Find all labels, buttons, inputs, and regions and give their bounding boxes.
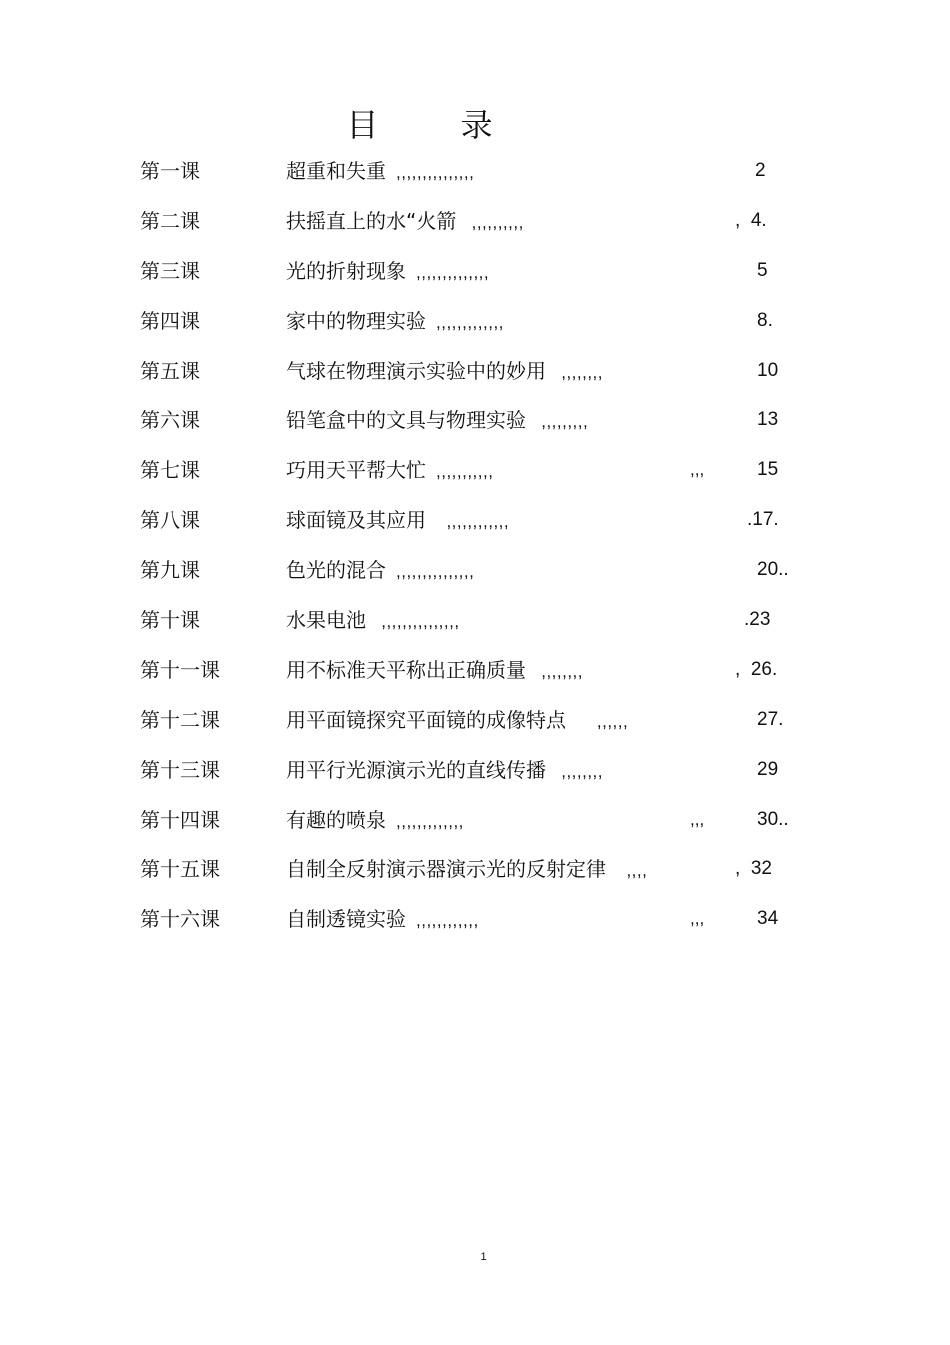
lesson-number: 第九课: [140, 558, 200, 583]
leader-dots: ,,,,,,,,,,,: [436, 462, 494, 482]
toc-row[interactable]: [0, 399, 950, 449]
lesson-topic: [286, 300, 504, 344]
toc-row[interactable]: [0, 499, 950, 549]
lesson-topic: [286, 200, 524, 244]
lesson-topic: [286, 649, 583, 693]
leader-dots: ,,,,,,,,,,: [466, 212, 524, 232]
page-number: 27.: [757, 708, 784, 730]
topic-text: 用平面镜探究平面镜的成像特点: [286, 707, 566, 732]
lesson-number: 第五课: [140, 358, 200, 383]
page-number: , 32: [735, 858, 772, 880]
leader-dots: ,,,,,,,,,,,,: [416, 911, 479, 931]
topic-text: 球面镜及其应用: [286, 508, 426, 533]
lesson-topic: [286, 250, 489, 294]
topic-text: 铅笔盒中的文具与物理实验: [286, 408, 526, 433]
toc-row[interactable]: [0, 300, 950, 350]
lesson-number: 第十课: [140, 608, 200, 633]
page-number: 29: [757, 758, 779, 780]
toc-row[interactable]: [0, 200, 950, 250]
page-number: .17.: [747, 509, 779, 531]
lesson-topic: [286, 699, 628, 743]
lesson-number: 第三课: [140, 258, 200, 283]
toc-row[interactable]: [0, 350, 950, 400]
page-number: 5: [757, 259, 768, 281]
topic-text: 水果电池: [286, 608, 366, 633]
lesson-number: 第一课: [140, 159, 200, 183]
toc-row[interactable]: [0, 749, 950, 799]
lesson-topic: [286, 848, 647, 892]
leader-dots: ,,,,,,,,: [536, 661, 584, 681]
page-number: 13: [757, 409, 779, 431]
lesson-number: 第二课: [140, 208, 200, 233]
lesson-number: 第四课: [140, 308, 200, 333]
page-number: , 4.: [735, 209, 767, 231]
lesson-number: 第十一课: [140, 657, 220, 682]
page-number: 20..: [757, 559, 789, 581]
lesson-topic: [286, 898, 479, 942]
toc-row[interactable]: [0, 699, 950, 749]
toc-row[interactable]: [0, 848, 950, 898]
leader-dots: ,,,,,,,,: [556, 362, 604, 382]
topic-text: 自制透镜实验: [286, 907, 406, 932]
lesson-topic: [286, 799, 464, 843]
leader-dots: ,,,,,,,,,,,,,,: [416, 262, 490, 282]
toc-row[interactable]: [0, 150, 950, 200]
topic-text: 自制全反射演示器演示光的反射定律: [286, 857, 606, 882]
lesson-topic: [286, 749, 603, 793]
leader-mid: ,,,: [690, 809, 705, 829]
leader-mid: ,,,: [690, 460, 705, 480]
topic-text: 色光的混合: [286, 558, 386, 583]
lesson-topic: [286, 599, 460, 643]
topic-text: 光的折射现象: [286, 258, 406, 283]
leader-dots: ,,,,,,,,,,,,,: [396, 811, 464, 831]
page-number: , 26.: [735, 658, 778, 680]
leader-dots: ,,,,,,,,,,,,,,,: [376, 612, 460, 632]
lesson-number: 第十六课: [140, 907, 220, 932]
page-number: .23: [744, 609, 771, 631]
lesson-topic: [286, 150, 474, 194]
leader-dots: ,,,,: [616, 861, 648, 881]
lesson-topic: [286, 350, 603, 394]
page-number: 8.: [757, 309, 773, 331]
lesson-topic: [286, 449, 493, 493]
topic-text: 超重和失重: [286, 159, 386, 183]
page-number: 34: [757, 908, 779, 930]
topic-text: 家中的物理实验: [286, 308, 426, 333]
leader-dots: ,,,,,,,,: [556, 761, 604, 781]
lesson-number: 第十二课: [140, 707, 220, 732]
toc-title: 目 录: [346, 106, 529, 144]
topic-text: 气球在物理演示实验中的妙用: [286, 358, 546, 383]
toc-row[interactable]: [0, 649, 950, 699]
page-number: 10: [757, 359, 779, 381]
page-number: 15: [757, 459, 779, 481]
lesson-topic: [286, 499, 509, 543]
page-footer-number: 1: [480, 1251, 487, 1263]
topic-text: 有趣的喷泉: [286, 807, 386, 832]
toc-row[interactable]: [0, 250, 950, 300]
lesson-number: 第七课: [140, 458, 200, 483]
lesson-topic: [286, 549, 474, 593]
leader-dots: ,,,,,,,,,,,,,,,: [396, 562, 475, 582]
toc-row[interactable]: [0, 449, 950, 499]
lesson-number: 第八课: [140, 508, 200, 533]
topic-text: 用不标准天平称出正确质量: [286, 657, 526, 682]
leader-dots: ,,,,,,: [576, 711, 629, 731]
topic-text: 扶摇直上的水“火箭: [286, 208, 457, 233]
lesson-topic: [286, 399, 588, 443]
toc-row[interactable]: [0, 549, 950, 599]
lesson-number: 第十五课: [140, 857, 220, 882]
lesson-number: 第六课: [140, 408, 200, 433]
page-number: 2: [755, 160, 766, 181]
leader-dots: ,,,,,,,,,,,,: [436, 512, 510, 532]
leader-mid: ,,,: [690, 909, 705, 929]
leader-dots: ,,,,,,,,,,,,,: [436, 312, 504, 332]
leader-dots: ,,,,,,,,,,,,,,,: [396, 163, 475, 182]
lesson-number: 第十三课: [140, 757, 220, 782]
leader-dots: ,,,,,,,,,: [536, 412, 589, 432]
topic-text: 用平行光源演示光的直线传播: [286, 757, 546, 782]
topic-text: 巧用天平帮大忙: [286, 458, 426, 483]
toc-row[interactable]: [0, 799, 950, 849]
lesson-number: 第十四课: [140, 807, 220, 832]
toc-row[interactable]: [0, 599, 950, 649]
toc-row[interactable]: [0, 898, 950, 948]
table-of-contents: [0, 150, 950, 948]
page-number: 30..: [757, 808, 789, 830]
